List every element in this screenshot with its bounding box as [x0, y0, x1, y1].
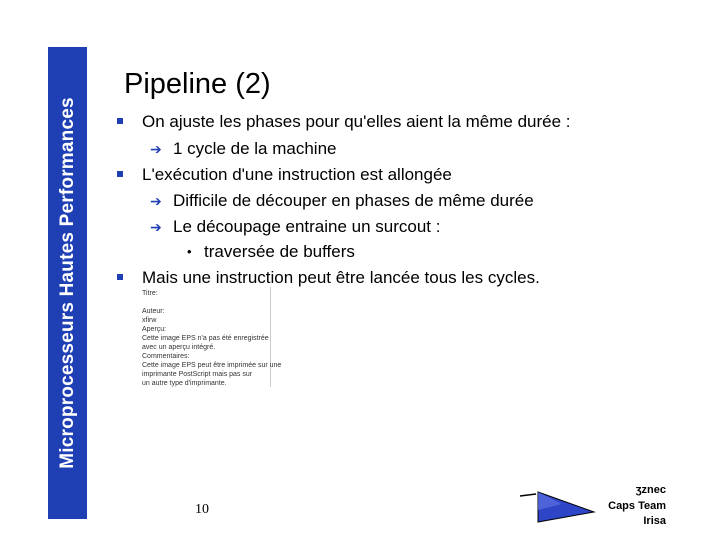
eps-line: Cette image EPS peut être imprimée sur une: [142, 362, 282, 369]
sub-sub-bullet-item: traversée de buffers: [204, 242, 355, 261]
team-logo-icon: [518, 486, 598, 526]
eps-line: Commentaires:: [142, 353, 190, 360]
eps-line: Titre:: [142, 290, 158, 297]
bullet-item: On ajuste les phases pour qu'elles aient la même durée :: [142, 112, 571, 131]
eps-line: xfirw: [142, 317, 157, 324]
eps-line: avec un aperçu intégré.: [142, 344, 216, 351]
arrow-bullet-icon: ➔: [150, 141, 162, 157]
eps-line: un autre type d'imprimante.: [142, 380, 227, 387]
square-bullet-icon: [117, 274, 123, 280]
eps-placeholder-text: [142, 289, 282, 388]
page-number: 10: [195, 502, 209, 517]
eps-line: Aperçu:: [142, 326, 167, 333]
bullet-item: Mais une instruction peut être lancée tous les cycles.: [142, 268, 540, 287]
arrow-bullet-icon: ➔: [150, 193, 162, 209]
footer-author: ʒznec: [635, 484, 666, 496]
eps-line: Auteur:: [142, 308, 165, 315]
square-bullet-icon: [117, 171, 123, 177]
eps-line: [142, 298, 282, 307]
eps-line: Cette image EPS n'a pas été enregistrée: [142, 335, 269, 342]
bullet-item: L'exécution d'une instruction est allongée: [142, 165, 452, 184]
slide-title: Pipeline (2): [124, 68, 271, 100]
sub-bullet-item: Le découpage entraine un surcout :: [173, 217, 441, 236]
eps-line: imprimante PostScript mais pas sur: [142, 371, 253, 378]
dot-bullet-icon: •: [187, 244, 192, 259]
sub-bullet-item: 1 cycle de la machine: [173, 139, 337, 158]
footer-institute: Irisa: [643, 515, 666, 527]
sub-bullet-item: Difficile de découper en phases de même durée: [173, 191, 534, 210]
sidebar-title: Microprocesseurs Hautes Performances: [57, 97, 78, 469]
square-bullet-icon: [117, 118, 123, 124]
footer-team: Caps Team: [608, 500, 666, 512]
arrow-bullet-icon: ➔: [150, 219, 162, 235]
